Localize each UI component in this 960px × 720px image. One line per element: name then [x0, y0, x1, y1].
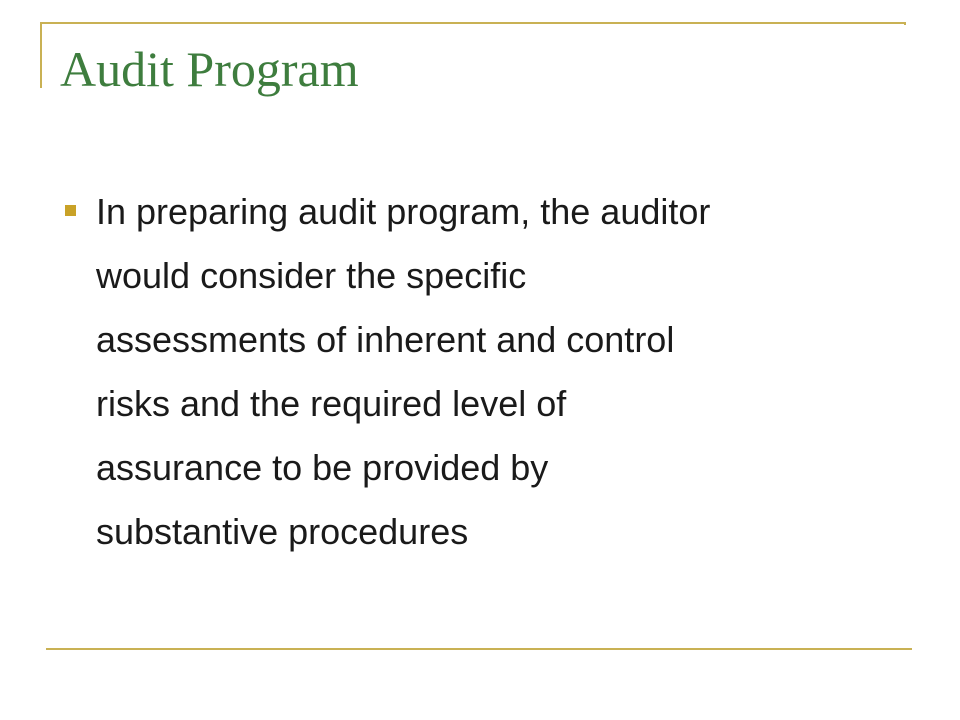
frame-right-tick — [904, 22, 906, 25]
frame-top-line — [40, 22, 904, 24]
bullet-line: assurance to be provided by — [96, 447, 549, 488]
bullet-line: assessments of inherent and control — [96, 319, 675, 360]
frame-bottom-line — [46, 648, 912, 650]
bullet-line: would consider the specific — [96, 255, 527, 296]
bullet-line: In preparing audit program, the auditor — [96, 191, 711, 232]
bullet-item — [60, 180, 900, 564]
square-bullet-icon — [65, 205, 76, 216]
bullet-line: substantive procedures — [96, 511, 469, 552]
bullet-text — [96, 180, 900, 564]
slide-title: Audit Program — [60, 41, 359, 97]
bullet-line: risks and the required level of — [96, 383, 567, 424]
slide-body — [60, 180, 900, 564]
frame-left-line — [40, 22, 42, 88]
